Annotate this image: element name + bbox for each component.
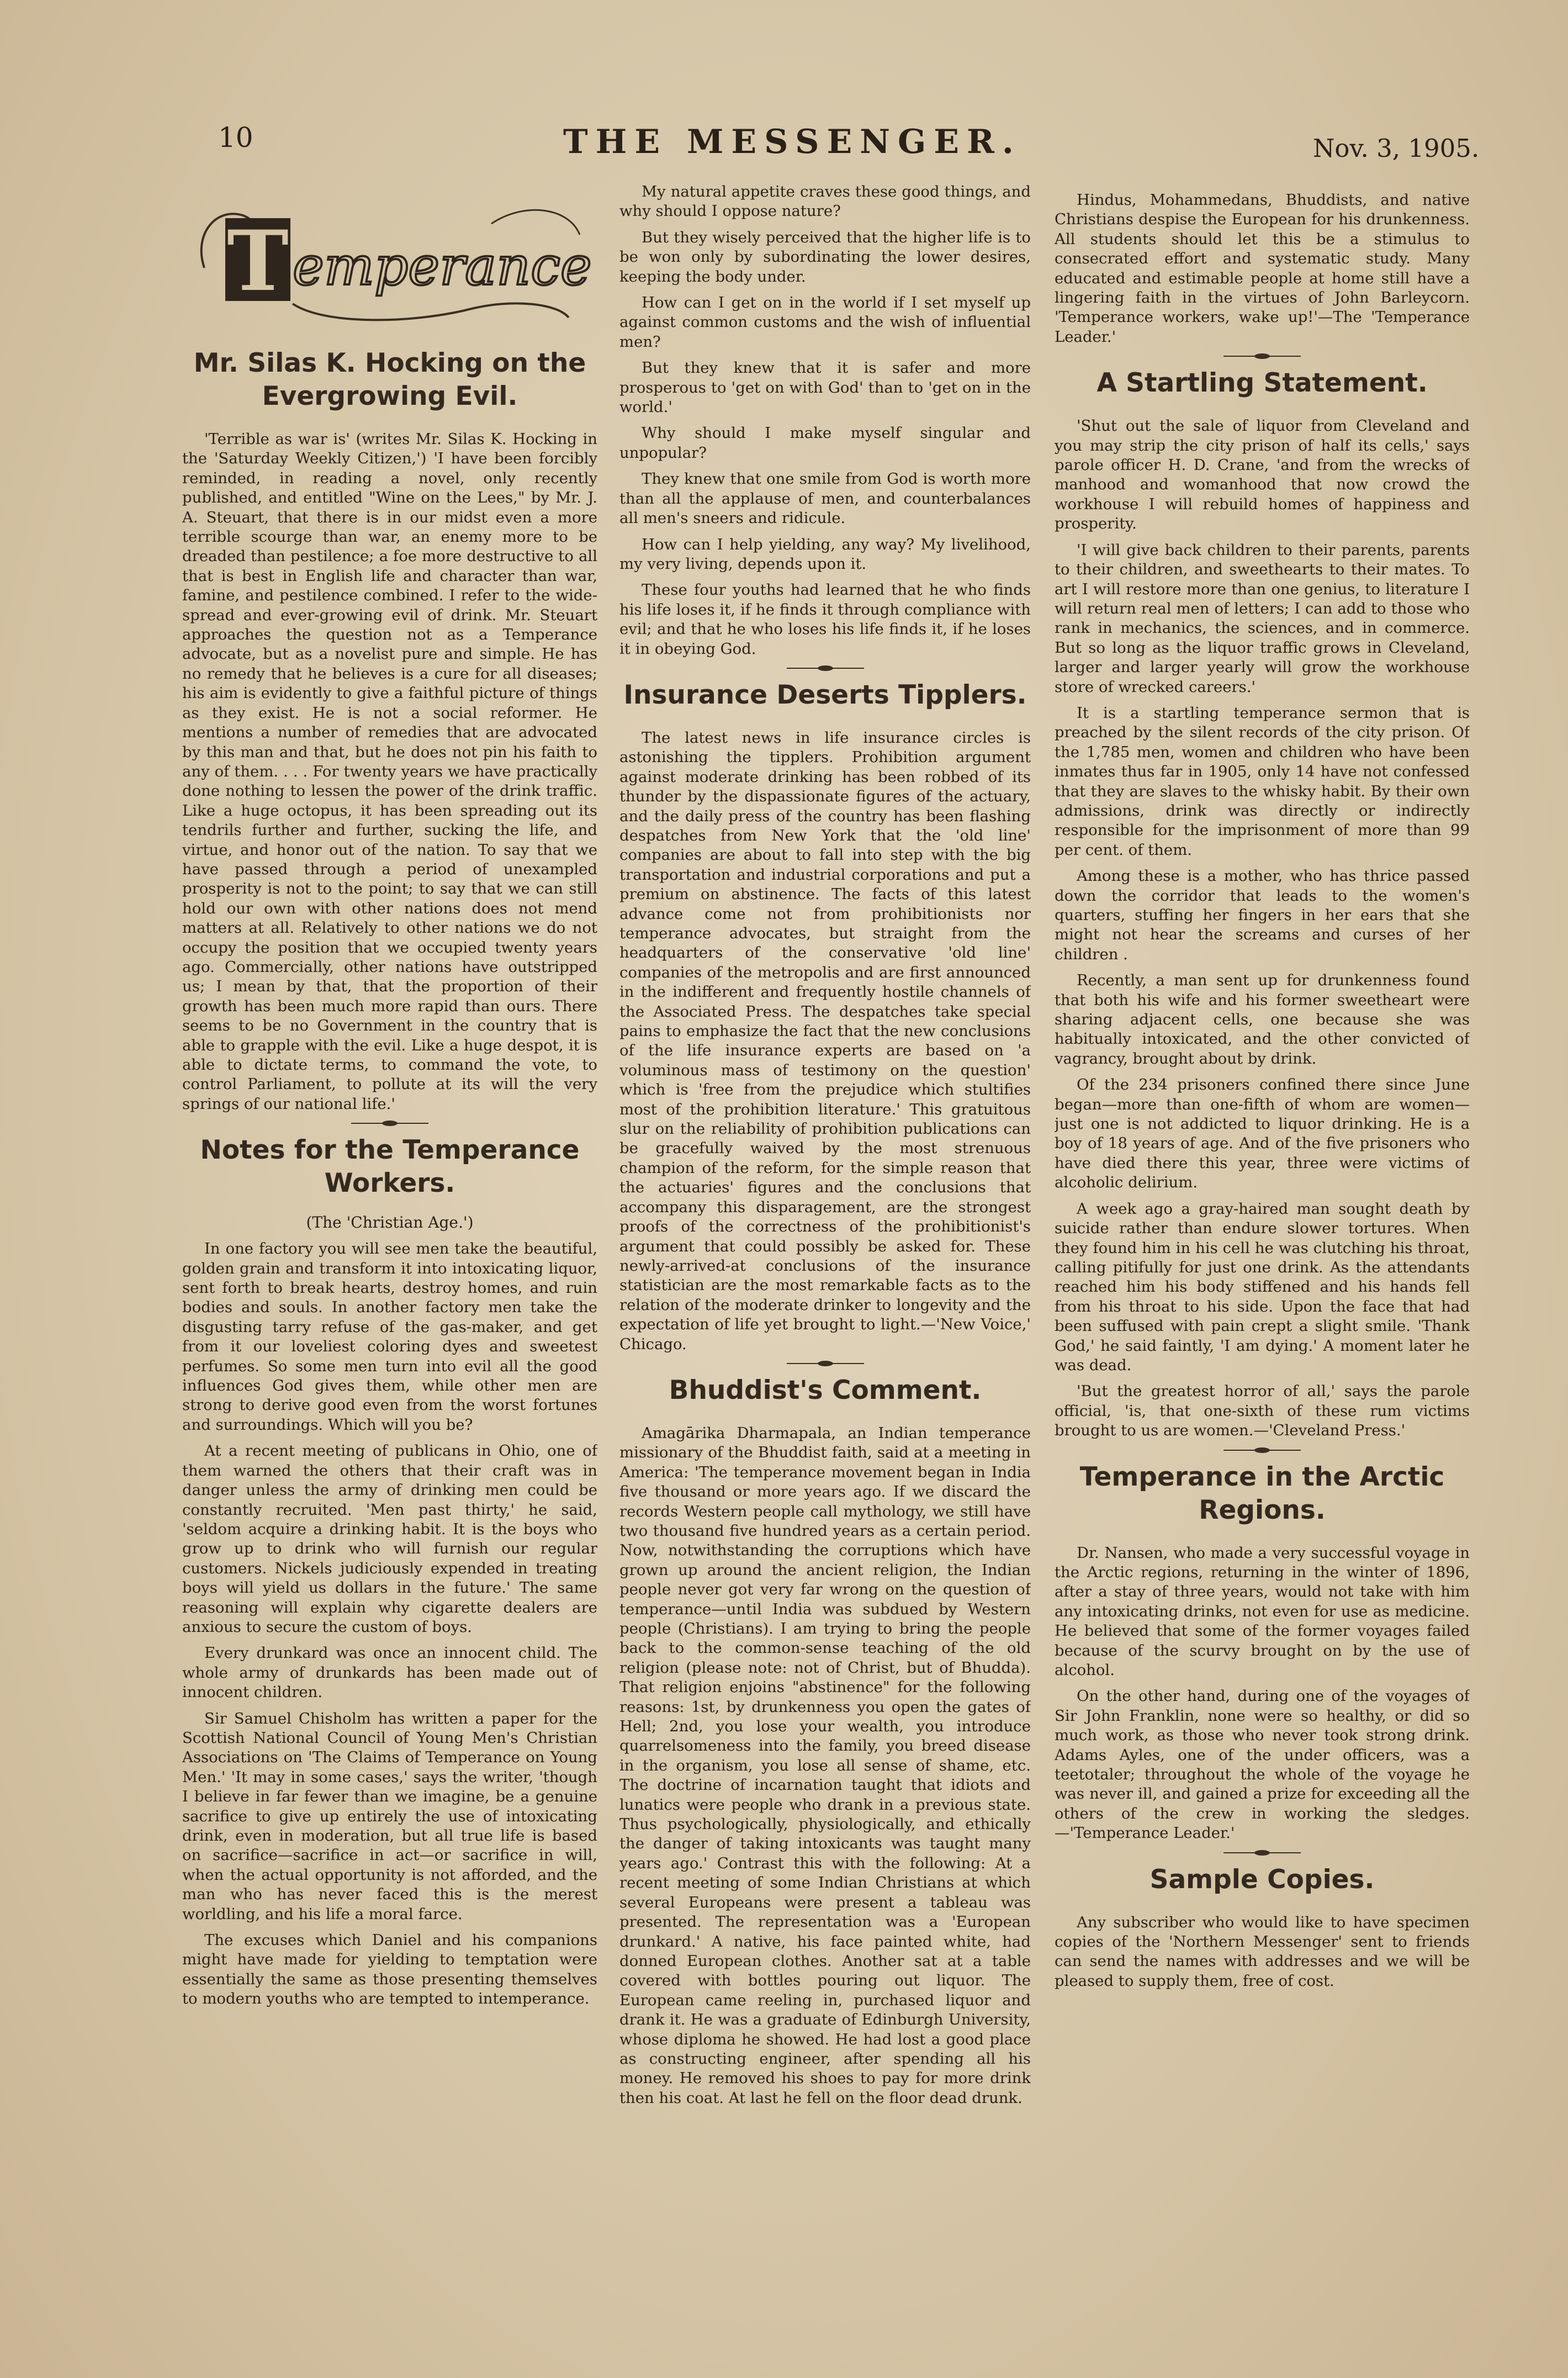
- notes-paragraph: How can I help yielding, any way? My livelihood, my very living, depends upon it.: [619, 535, 1031, 573]
- arctic-paragraph: Dr. Nansen, who made a very successful voyage in the Arctic regions, returning in the winter of 1896, after a stay of three years, would not take with him any intoxicating drinks, not even for use as medicine. He believed that some of the former voyages failed because of the scurvy brought on by the use of alcohol.: [1055, 1544, 1470, 1679]
- hocking-paragraph: 'Terrible as war is' (writes Mr. Silas K. Hocking in the 'Saturday Weekly Citizen,') 'I have been forcibly reminded, in reading a novel, only recently published, and entitled "Wine on the Lees," by Mr. J. A. Steuart, that there is in our midst even a more terrible scourge than war, an enemy more to be dreaded than pestilence; a foe more destructive to all that is best in English life and character than war, famine, and pestilence combined. I refer to the wide-spread and ever-growing evil of drink. Mr. Steuart approaches the question not as a Temperance advocate, but as a novelist pure and simple. He has no remedy that he believes is a cure for all diseases; his aim is evidently to give a faithful picture of things as they exist. He is not a social reformer. He mentions a number of remedies that are advocated by this man and that, but he does not pin his faith to any of them. . . . For twenty years we have practically done nothing to lessen the power of the drink traffic. Like a huge octopus, it has been spreading out its tendrils further and further, sucking the life, and virtue, and honor out of the nation. To say that we have passed through a period of unexampled prosperity is not to the point; to say that we can still hold our own with other nations does not mend matters at all. Relatively to other nations we do not occupy the position that we occupied twenty years ago. Commercially, other nations have outstripped us; I mean by that, that the proportion of their growth has been much more rapid than ours. There seems to be no Government in the country that is able to grapple with the evil. Like a huge despot, it is able to dictate terms, to command the vote, to control Parliament, to pollute at its will the very springs of our national life.': [182, 430, 597, 1113]
- notes-paragraph: Every drunkard was once an innocent child. The whole army of drunkards has been made out of innocent children.: [182, 1644, 597, 1701]
- notes-paragraph: The excuses which Daniel and his companions might have made for yielding to temptation were essentially the same as those presenting themselves to modern youths who are tempted to intemperance.: [182, 1931, 597, 2008]
- notes-paragraph: Sir Samuel Chisholm has written a paper for the Scottish National Council of Young Men's Christian Associations on 'The Claims of Temperance on Young Men.' 'It may in some cases,' says the writer, 'though I believe in far fewer than we imagine, be a genuine sacrifice to give up entirely the use of intoxicating drink, even in moderation, but all true life is based on sacrifice—sacrifice in act—or sacrifice in will, when the actual opportunity is not afforded, and the man who has never faced this is the merest worldling, and his life a moral farce.: [182, 1709, 597, 1923]
- section-divider: [1223, 356, 1301, 357]
- svg-text:T: T: [227, 213, 289, 310]
- page-number: 10: [218, 121, 253, 154]
- notes-paragraph: But they knew that it is safer and more prosperous to 'get on with God' than to 'get on in the world.': [619, 359, 1031, 416]
- article-title-insurance: Insurance Deserts Tipplers.: [623, 679, 1027, 710]
- sample-paragraph: Any subscriber who would like to have specimen copies of the 'Northern Messenger' sent to friends can send the names with addresses and we will be pleased to supply them, free of cost.: [1055, 1913, 1470, 1990]
- issue-date: Nov. 3, 1905.: [1313, 134, 1480, 163]
- arctic-paragraph: On the other hand, during one of the voyages of Sir John Franklin, none were so healthy, or did so much work, as those who never took strong drink. Adams Ayles, one of the under officers, was a teetotaler; throughout the whole of the voyage he was never ill, and gained a prize for exceeding all the others of the crew in working the sledges.—'Temperance Leader.': [1055, 1687, 1470, 1842]
- article-title-bhuddist: Bhuddist's Comment.: [669, 1375, 982, 1405]
- startling-paragraph: 'I will give back children to their parents, parents to their children, and sweethearts to their mates. To art I will restore more than one genius, to literature I will return real men of letters; I can add to those who rank in mechanics, the sciences, and in commerce. But so long as the liquor traffic grows in Cleveland, larger and larger yearly will grow the workhouse store of wrecked careers.': [1055, 541, 1470, 696]
- bhuddist-paragraph: Amagārika Dharmapala, an Indian temperance missionary of the Bhuddist faith, said at a meeting in America: 'The temperance movement began in India five thousand or more years ago. If we discard the records Western people call mythology, we still have two thousand five hundred years as a certain period. Now, notwithstanding the corruptions which have grown up around the ancient religion, the Indian people never got very far wrong on the question of temperance—until India was subdued by Western people (Christians). I am trying to bring the people back to the common-sense teaching of the old religion (please note: not of Christ, but of Bhudda). That religion enjoins "abstinence" for the following reasons: 1st, by drunkenness you open the gates of Hell; 2nd, you lose your wealth, you introduce quarrelsomeness into the family, you breed disease in the organism, you lose all sense of shame, etc. The doctrine of incarnation taught that idiots and lunatics were people who drank in a previous state. Thus psychologically, physiologically, and ethically the danger of taking intoxicants was taught many years ago.' Contrast this with the following: At a recent meeting of some Indian Christians at which several Europeans were present a tableau was presented. The representation was a 'European drunkard.' A native, his face painted white, had donned European clothes. Another sat at a table covered with bottles pouring out liquor. The European came reeling in, purchased liquor and drank it. He was a graduate of Edinburgh University, whose diploma he showed. He had lost a good place as constructing engineer, after spending all his money. He removed his shoes to pay for more drink then his coat. At last he fell on the floor dead drunk.: [619, 1424, 1031, 2107]
- notes-paragraph: Why should I make myself singular and unpopular?: [619, 424, 1031, 462]
- temperance-logo: [182, 185, 597, 331]
- insurance-paragraph: The latest news in life insurance circles is astonishing the tipplers. Prohibition argument against moderate drinking has been robbed of its thunder by the dispassionate figures of the actuary, and the daily press of the country has been flashing despatches from New York that the 'old line' companies are about to fall into step with the big transportation and industrial corporations and put a premium on abstinence. The facts of this latest advance come not from prohibitionists nor temperance advocates, but straight from the headquarters of the conservative 'old line' companies of the metropolis and are first announced in the indifferent and frequently hostile channels of the Associated Press. The despatches take special pains to emphasize the fact that the new conclusions of the life insurance experts are based on 'a voluminous mass of testimony on the question' which is 'free from the prejudice which stultifies most of the prohibition literature.' This gratuitous slur on the reliability of prohibition publications can be gracefully waived by the most strenuous champion of the reform, for the simple reason that the actuaries' figures and the conclusions that accompany this disparagement, are the strongest proofs of the correctness of the prohibitionist's argument that could possibly be asked for. These newly-arrived-at conclusions of the insurance statistician are the most remarkable facts as to the relation of the moderate drinker to longevity and the expectation of life yet brought to light.—'New Voice,' Chicago.: [619, 728, 1031, 1353]
- column-2: [619, 182, 1031, 2325]
- section-divider: [787, 668, 864, 669]
- startling-paragraph: A week ago a gray-haired man sought death by suicide rather than endure slower tortures. When they found him in his cell he was clutching his throat, calling pitifully for just one drink. As the attendants reached him his body stiffened and his hands fell from his throat to his side. Upon the face that had been suffused with pain crept a slight smile. 'Thank God,' he said faintly, 'I am dying.' A moment later he was dead.: [1055, 1199, 1470, 1374]
- notes-paragraph: At a recent meeting of publicans in Ohio, one of them warned the others that their craft was in danger unless the army of drinking men could be constantly recruited. 'Men past thirty,' he said, 'seldom acquire a drinking habit. It is the boys who grow up to drink who will furnish our regular customers. Nickels judiciously expended in treating boys will yield us dollars in the future.' The same reasoning will explain why cigarette dealers are anxious to secure the custom of boys.: [182, 1442, 597, 1636]
- section-divider: [1223, 1852, 1301, 1853]
- article-title-notes: Notes for the Temperance Workers.: [200, 1135, 580, 1199]
- article-title-sample: Sample Copies.: [1149, 1864, 1375, 1895]
- article-title-hocking: Mr. Silas K. Hocking on the Evergrowing Evil.: [193, 348, 586, 411]
- article-title-startling: A Startling Statement.: [1096, 368, 1428, 399]
- notes-paragraph: In one factory you will see men take the beautiful, golden grain and transform it into intoxicating liquor, sent forth to break hearts, destroy homes, and ruin bodies and souls. In another factory men take the disgusting tarry refuse of the gas-maker, and get from it our loveliest coloring dyes and sweetest perfumes. So some men turn into evil all the good influences God gives them, while other men are strong to derive good even from the worst fortunes and surroundings. Which will you be?: [182, 1240, 597, 1434]
- column-3: [1055, 191, 1470, 2333]
- section-divider: [787, 1363, 864, 1364]
- startling-paragraph: Recently, a man sent up for drunkenness found that both his wife and his former sweetheart were sharing adjacent cells, one because she was habitually intoxicated, and the other convicted of vagrancy, brought about by drink.: [1055, 971, 1470, 1068]
- bhuddist-paragraph: Hindus, Mohammedans, Bhuddists, and native Christians despise the European for his drunkenness. All students should let this be a stimulus to consecrated effort and systematic study. Many educated and estimable people at home still have a lingering faith in the virtues of John Barleycorn. 'Temperance workers, wake up!'—The 'Temperance Leader.': [1055, 191, 1470, 346]
- notes-paragraph: How can I get on in the world if I set myself up against common customs and the wish of influential men?: [619, 294, 1031, 351]
- notes-source: (The 'Christian Age.'): [306, 1213, 474, 1232]
- publication-title: THE MESSENGER.: [563, 123, 1021, 161]
- section-divider: [1223, 1450, 1301, 1451]
- startling-paragraph: 'But the greatest horror of all,' says the parole official, 'is, that one-sixth of these rum victims brought to us are women.—'Cleveland Press.': [1055, 1382, 1470, 1440]
- startling-paragraph: It is a startling temperance sermon that is preached by the silent records of the city prison. Of the 1,785 men, women and children who have been inmates thus far in 1905, only 14 have not confessed that they are slaves to the whisky habit. By their own admissions, drink was directly or indirectly responsible for the imprisonment of more than 99 per cent. of them.: [1055, 704, 1470, 859]
- notes-paragraph: They knew that one smile from God is worth more than all the applause of men, and counterbalances all men's sneers and ridicule.: [619, 470, 1031, 527]
- startling-paragraph: 'Shut out the sale of liquor from Cleveland and you may strip the city prison of half its cells,' says parole officer H. D. Crane, 'and from the wrecks of manhood and womanhood that now crowd the workhouse I will rebuild homes of happiness and prosperity.: [1055, 417, 1470, 533]
- logo-word: emperance: [293, 235, 592, 297]
- section-divider: [351, 1123, 428, 1124]
- startling-paragraph: Of the 234 prisoners confined there since June began—more than one-fifth of whom are women—just one is not addicted to liquor drinking. He is a boy of 18 years of age. And of the five prisoners who have died there this year, three were victims of alcoholic delirium.: [1055, 1076, 1470, 1192]
- notes-paragraph: My natural appetite craves these good things, and why should I oppose nature?: [619, 183, 1031, 220]
- notes-paragraph: These four youths had learned that he who finds his life loses it, if he finds it through compliance with evil; and that he who loses his life finds it, if he loses it in obeying God.: [619, 581, 1031, 658]
- article-title-arctic: Temperance in the Arctic Regions.: [1079, 1461, 1445, 1525]
- column-1: [182, 185, 597, 2328]
- notes-paragraph: But they wisely perceived that the higher life is to be won only by subordinating the lower desires, keeping the body under.: [619, 228, 1031, 286]
- startling-paragraph: Among these is a mother, who has thrice passed down the corridor that leads to the women's quarters, stuffing her fingers in her ears that she might not hear the screams and curses of her children .: [1055, 867, 1470, 963]
